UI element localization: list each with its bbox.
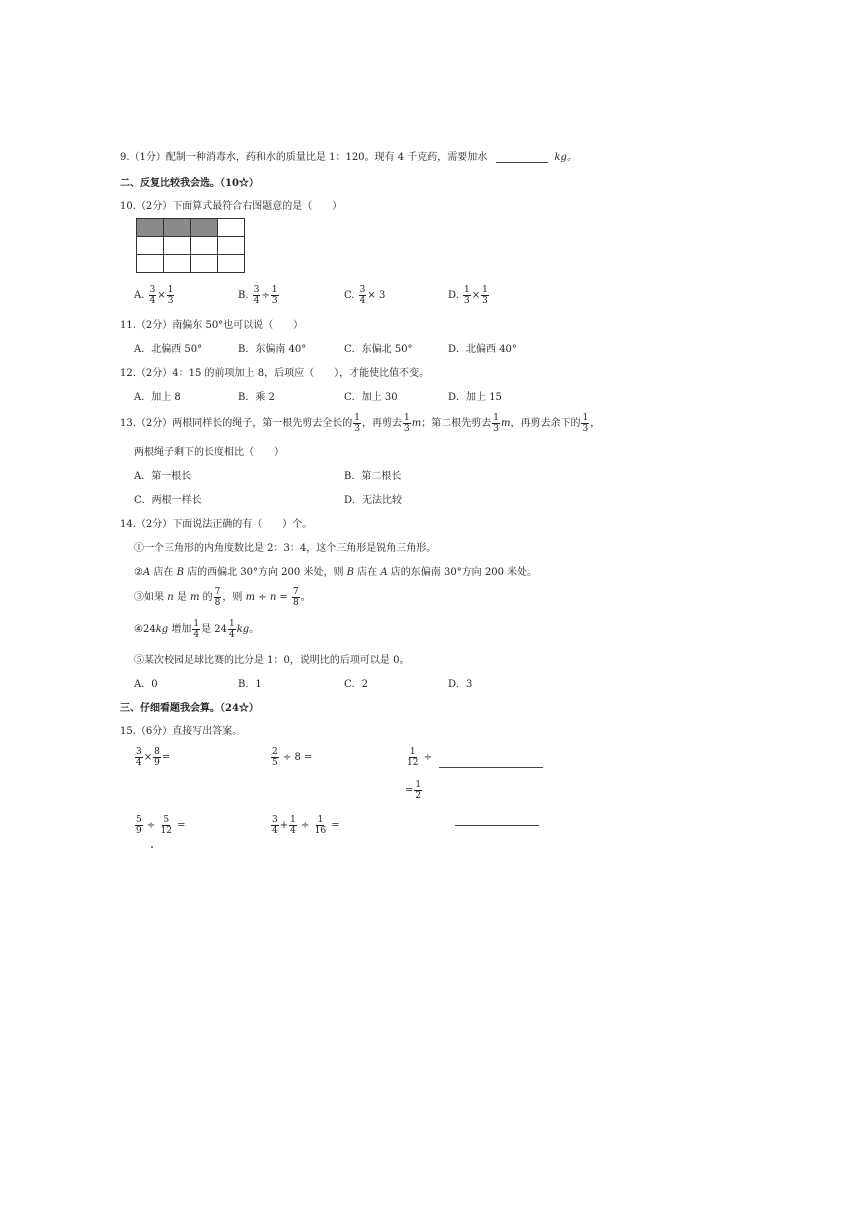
fraction: $\frac{1}{3}$: [493, 413, 499, 434]
question-10: [120, 197, 342, 212]
grid-cell: [191, 255, 218, 273]
expression-3-result: = $\frac{1}{2}$: [405, 780, 422, 801]
option-a[interactable]: A．加上 8: [134, 392, 181, 403]
question-score: （2分）: [135, 201, 173, 212]
grid-cell-shaded: [191, 219, 218, 237]
option-b[interactable]: B．东偏南 40°: [238, 344, 307, 355]
question-text: 下面算式最符合右图题意的是（ ）: [172, 201, 343, 212]
grid-cell: [164, 237, 191, 255]
option-a[interactable]: A．0: [134, 679, 158, 690]
fraction: $\frac{1}{4}$: [193, 619, 200, 640]
option-d[interactable]: D．3: [448, 679, 473, 690]
fraction: $\frac{1}{3}$: [354, 413, 361, 434]
expression-1[interactable]: $\frac{3}{4}$ × $\frac{8}{9}$ =: [136, 747, 171, 768]
statement-1: ①一个三角形的内角度数比是 2：3：4，这个三角形是锐角三角形。: [134, 543, 437, 554]
option-a[interactable]: A．第一根长: [134, 471, 192, 482]
question-text: 下面说法正确的有（ ）个。: [172, 519, 313, 530]
grid-cell: [137, 255, 164, 273]
option-b[interactable]: B．1: [238, 679, 262, 690]
question-number: 10.: [120, 201, 136, 212]
question-number: 15.: [120, 726, 136, 737]
question-number: 9.: [120, 152, 130, 163]
question-9: [120, 148, 577, 163]
question-15: [120, 722, 242, 737]
question-text: 南偏东 50°也可以说（ ）: [172, 320, 304, 331]
option-a[interactable]: A. $\frac{3}{4}$ × $\frac{1}{3}$: [134, 285, 174, 306]
fraction: $\frac{3}{4}$: [359, 285, 366, 306]
fraction: $\frac{3}{4}$: [149, 285, 156, 306]
statement-3: ③如果 n 是 m 的 $\frac{7}{8}$ ，则 m ÷ n = $\frac{7}{8}$ 。: [134, 587, 311, 608]
expression-4[interactable]: $\frac{5}{9}$ ÷ $\frac{5}{12}$ =: [136, 815, 186, 836]
option-b[interactable]: B．第二根长: [344, 471, 402, 482]
option-b[interactable]: B. $\frac{3}{4}$ ÷ $\frac{1}{3}$: [238, 285, 278, 306]
fraction: $\frac{1}{3}$: [464, 285, 470, 306]
question-score: （2分）: [135, 368, 173, 379]
grid-cell: [164, 255, 191, 273]
option-d[interactable]: D. $\frac{1}{3}$ × $\frac{1}{3}$: [448, 285, 488, 306]
option-b[interactable]: B．乘 2: [238, 392, 275, 403]
statement-2: ②A 店在 B 店的西偏北 30°方向 200 米处，则 B 店在 A 店的东偏南 30°方向 200 米处。: [134, 567, 538, 578]
fraction: $\frac{7}{8}$: [293, 587, 299, 608]
question-line: 两根绳子剩下的长度相比（ ）: [134, 447, 284, 458]
unit: kg。: [554, 152, 577, 163]
option-a[interactable]: A．北偏西 50°: [134, 344, 203, 355]
grid-cell: [218, 237, 245, 255]
option-c[interactable]: C. $\frac{3}{4}$ × 3: [344, 285, 386, 306]
expression-5[interactable]: $\frac{3}{4}$ + $\frac{1}{4}$ ÷ $\frac{1}{16}$ =: [272, 815, 340, 836]
grid-cell: [191, 237, 218, 255]
expression-2[interactable]: $\frac{2}{5}$ ÷ 8 =: [272, 747, 313, 768]
option-d[interactable]: D．无法比较: [344, 495, 403, 506]
grid-cell: [137, 237, 164, 255]
question-14: [120, 515, 312, 530]
question-number: 14.: [120, 519, 136, 530]
question-score: （2分）: [135, 418, 173, 429]
statement-5: ⑤某次校园足球比赛的比分是 1：0，说明比的后项可以是 0。: [134, 655, 410, 666]
fraction: $\frac{7}{8}$: [214, 587, 221, 608]
question-number: 13.: [120, 418, 136, 429]
fraction: $\frac{1}{3}$: [582, 413, 589, 434]
stray-dot: [151, 846, 153, 848]
grid-cell-shaded: [164, 219, 191, 237]
question-12: [120, 364, 429, 379]
grid-figure: [136, 218, 245, 273]
question-13: 13.（2分）两根同样长的绳子，第一根先剪去全长的 $\frac{1}{3}$ ，再剪去 $\frac{1}{3}$ m；第二根先剪去 $\frac{1}{3}$ m，再剪去余下的 $\frac{1}{3}$ ，: [120, 413, 601, 434]
question-text: 4：15 的前项加上 8，后项应（ ），才能使比值不变。: [172, 368, 430, 379]
fraction: $\frac{1}{3}$: [271, 285, 278, 306]
section-title: 三、仔细看题我会算。（24☆）: [120, 703, 259, 714]
option-c[interactable]: C．两根一样长: [134, 495, 202, 506]
question-score: （2分）: [135, 519, 173, 530]
fraction: $\frac{1}{3}$: [482, 285, 488, 306]
grid-cell-shaded: [137, 219, 164, 237]
question-score: （1分）: [129, 152, 166, 163]
option-d[interactable]: D．北偏西 40°: [448, 344, 517, 355]
option-c[interactable]: C．加上 30: [344, 392, 398, 403]
question-text: 配制一种消毒水，药和水的质量比是 1：120。现有 4 千克药，需要加水: [165, 152, 488, 163]
fraction: $\frac{3}{4}$: [253, 285, 260, 306]
question-score: （6分）: [135, 726, 173, 737]
answer-blank[interactable]: [439, 758, 543, 768]
answer-blank[interactable]: [496, 153, 548, 163]
question-text: 直接写出答案。: [172, 726, 243, 737]
option-c[interactable]: C．东偏北 50°: [344, 344, 413, 355]
fraction: $\frac{1}{4}$: [229, 619, 235, 640]
question-number: 12.: [120, 368, 136, 379]
statement-4: ④24kg 增加 $\frac{1}{4}$ 是 24 $\frac{1}{4}$ kg。: [134, 619, 260, 640]
question-11: [120, 316, 303, 331]
grid-cell: [218, 219, 245, 237]
fraction: $\frac{1}{3}$: [404, 413, 410, 434]
question-number: 11.: [120, 320, 136, 331]
grid-cell: [218, 255, 245, 273]
option-d[interactable]: D．加上 15: [448, 392, 502, 403]
question-score: （2分）: [135, 320, 173, 331]
option-c[interactable]: C．2: [344, 679, 369, 690]
section-title: 二、反复比较我会选。（10☆）: [120, 178, 259, 189]
expression-3[interactable]: $\frac{1}{12}$ ÷: [405, 747, 543, 768]
answer-blank[interactable]: [455, 815, 539, 826]
fraction: $\frac{1}{3}$: [167, 285, 174, 306]
